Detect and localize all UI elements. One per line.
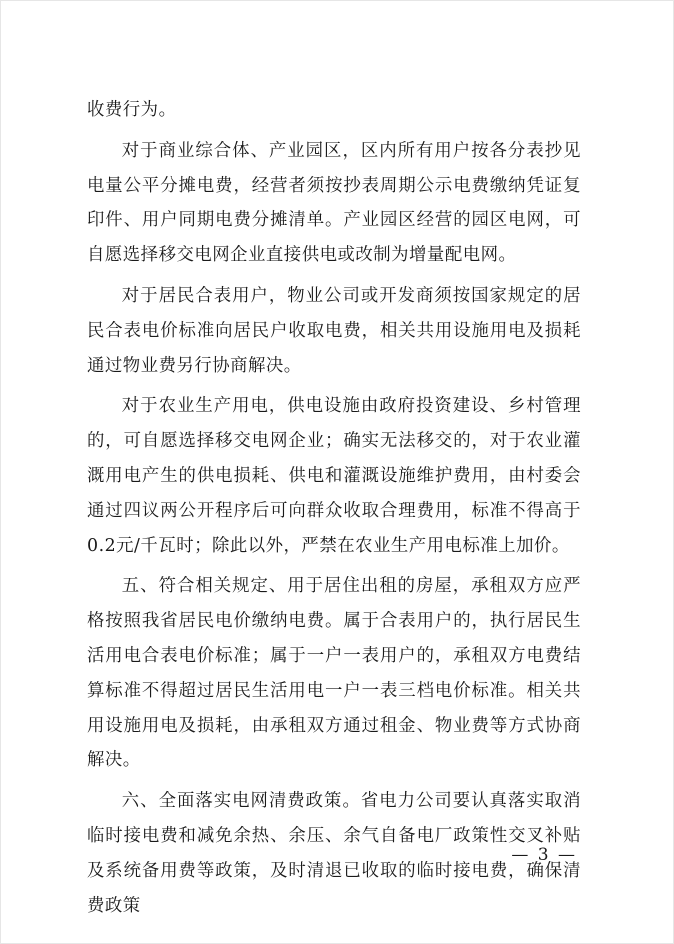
document-body <box>87 93 581 929</box>
page-number: — 3 — <box>511 845 577 865</box>
paragraph-resident-shared-meter: 对于居民合表用户，物业公司或开发商须按国家规定的居民合表电价标准向居民户收取电费，相关共用设施用电及损耗通过物业费另行协商解决。 <box>87 285 581 376</box>
paragraph-continuation: 收费行为。 <box>87 100 177 120</box>
paragraph-commercial-complex: 对于商业综合体、产业园区，区内所有用户按各分表抄见电量公平分摊电费，经营者须按抄表周期公示电费缴纳凭证复印件、用户同期电费分摊清单。产业园区经营的园区电网，可自愿选择移交电网企业直接供电或改制为增量配电网。 <box>87 140 581 266</box>
paragraph-agricultural-power: 对于农业生产用电，供电设施由政府投资建设、乡村管理的，可自愿选择移交电网企业；确实无法移交的，对于农业灌溉用电产生的供电损耗、供电和灌溉设施维护费用，由村委会通过四议两公开程序后可向群众收取合理费用，标准不得高于0.2元/千瓦时；除此以外，严禁在农业生产用电标准上加价。 <box>87 396 581 556</box>
paragraph-section-five: 五、符合相关规定、用于居住出租的房屋，承租双方应严格按照我省居民电价缴纳电费。属于合表用户的，执行居民生活用电合表电价标准；属于一户一表用户的，承租双方电费结算标准不得超过居民生活用电一户一表三档电价标准。相关共用设施用电及损耗，由承租双方通过租金、物业费等方式协商解决。 <box>87 576 581 771</box>
paragraph-section-six: 六、全面落实电网清费政策。省电力公司要认真落实取消临时接电费和减免余热、余压、余气自备电厂政策性交叉补贴及系统备用费等政策，及时清退已收取的临时接电费，确保清费政策 <box>87 791 581 916</box>
